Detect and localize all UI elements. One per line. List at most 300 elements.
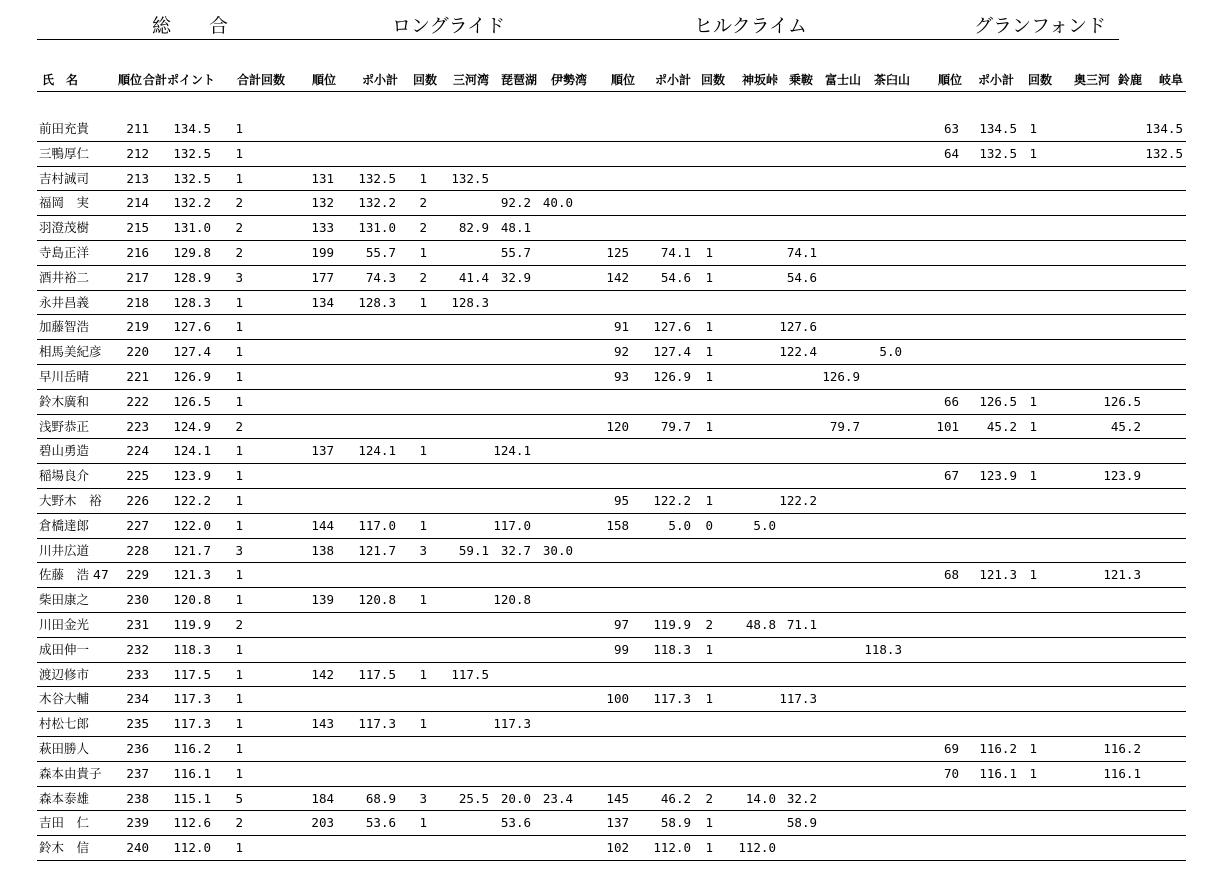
cell-name: 羽澄茂樹	[39, 220, 90, 236]
cell-sogo-total-count: 1	[235, 468, 243, 484]
table-row	[0, 811, 1223, 836]
cell-sogo-total-count: 1	[235, 716, 243, 732]
cell-sogo-total-points: 132.5	[173, 170, 211, 186]
cell-name: 川井広道	[39, 542, 90, 558]
header-sogo-total-count: 合計回数	[236, 73, 285, 87]
cell-sogo-total-count: 2	[235, 815, 243, 831]
cell-gf-subtotal: 126.5	[979, 393, 1017, 409]
cell-sogo-total-points: 117.3	[173, 716, 211, 732]
cell-gf-count: 1	[1029, 393, 1037, 409]
cell-lr-count: 1	[419, 666, 427, 682]
cell-lr-subtotal: 132.5	[358, 170, 396, 186]
cell-sogo-rank: 234	[126, 691, 149, 707]
cell-sogo-total-count: 1	[235, 592, 243, 608]
cell-hc-chausuyama: 5.0	[879, 344, 902, 360]
header-hc-chausuyama: 茶臼山	[873, 73, 910, 87]
cell-gf-rank: 66	[943, 393, 959, 409]
cell-name: 萩田勝人	[39, 741, 90, 756]
cell-sogo-total-points: 116.2	[173, 741, 211, 756]
cell-lr-count: 1	[419, 815, 427, 831]
header-gf-gifu: 岐阜	[1158, 73, 1183, 87]
cell-sogo-rank: 218	[126, 294, 149, 310]
cell-hc-norikura: 32.2	[786, 790, 817, 806]
table-row	[0, 241, 1223, 266]
header-hc-norikura: 乗鞍	[788, 73, 813, 87]
cell-lr-subtotal: 53.6	[365, 815, 396, 831]
cell-sogo-total-count: 3	[235, 269, 243, 285]
cell-sogo-total-points: 121.7	[173, 542, 211, 558]
cell-lr-subtotal: 117.5	[358, 666, 396, 682]
cell-lr-subtotal: 74.3	[365, 269, 396, 285]
table-row	[0, 613, 1223, 638]
table-row	[0, 291, 1223, 316]
cell-gf-count: 1	[1029, 121, 1037, 136]
cell-sogo-total-points: 129.8	[173, 245, 211, 260]
cell-lr-count: 3	[419, 790, 427, 806]
cell-sogo-total-points: 132.2	[173, 195, 211, 211]
table-row	[0, 588, 1223, 613]
header-gf-count: 回数	[1027, 73, 1052, 87]
section-title-hillclimb: ヒルクライム	[694, 15, 808, 37]
cell-sogo-rank: 222	[126, 393, 149, 409]
table-row	[0, 415, 1223, 440]
table-row	[0, 638, 1223, 663]
section-title-longride: ロングライド	[392, 15, 506, 37]
cell-gf-gifu: 132.5	[1145, 145, 1183, 161]
cell-name: 前田充貴	[39, 121, 90, 136]
header-sogo-rank: 順位	[117, 73, 142, 87]
cell-name: 浅野恭正	[39, 418, 90, 434]
table-row	[0, 787, 1223, 812]
cell-name: 永井昌義	[39, 294, 90, 310]
cell-hc-count: 0	[705, 517, 713, 533]
cell-hc-subtotal: 54.6	[660, 269, 691, 285]
header-gf-rank: 順位	[937, 73, 962, 87]
cell-lr-count: 1	[419, 294, 427, 310]
cell-lr-rank: 144	[311, 517, 334, 533]
cell-sogo-rank: 211	[126, 121, 149, 136]
cell-lr-rank: 137	[311, 443, 334, 459]
cell-sogo-total-count: 2	[235, 195, 243, 211]
section-title-granfondo: グランフォンド	[974, 15, 1107, 37]
cell-sogo-total-count: 1	[235, 741, 243, 756]
cell-hc-count: 1	[705, 369, 713, 384]
cell-lr-biwako: 32.9	[500, 269, 531, 285]
cell-lr-subtotal: 55.7	[365, 245, 396, 260]
cell-lr-subtotal: 117.0	[358, 517, 396, 533]
cell-hc-misakatoge: 48.8	[745, 617, 776, 632]
cell-lr-subtotal: 131.0	[358, 220, 396, 236]
cell-sogo-total-count: 1	[235, 666, 243, 682]
header-hc-fujisan: 富士山	[824, 73, 861, 87]
cell-sogo-total-points: 119.9	[173, 617, 211, 632]
cell-sogo-rank: 227	[126, 517, 149, 533]
cell-lr-biwako: 117.3	[493, 716, 531, 732]
cell-name: 成田伸一	[39, 641, 90, 657]
cell-lr-rank: 138	[311, 542, 334, 558]
cell-sogo-rank: 215	[126, 220, 149, 236]
cell-hc-count: 1	[705, 840, 713, 856]
cell-sogo-total-count: 1	[235, 765, 243, 781]
header-lr-isewan: 伊勢湾	[550, 73, 587, 87]
cell-lr-subtotal: 124.1	[358, 443, 396, 459]
cell-hc-chausuyama: 118.3	[864, 641, 902, 657]
row-divider	[37, 860, 1186, 861]
cell-gf-count: 1	[1029, 145, 1037, 161]
cell-sogo-total-count: 2	[235, 418, 243, 434]
cell-gf-subtotal: 121.3	[979, 567, 1017, 583]
cell-sogo-rank: 226	[126, 493, 149, 508]
cell-hc-norikura: 122.2	[779, 493, 817, 508]
cell-name: 倉橋達郎	[39, 517, 90, 533]
header-lr-mikawawan: 三河湾	[452, 73, 489, 87]
header-hc-count: 回数	[700, 73, 725, 87]
table-row	[0, 737, 1223, 762]
cell-lr-mikawawan: 128.3	[451, 294, 489, 310]
cell-lr-subtotal: 120.8	[358, 592, 396, 608]
table-row	[0, 266, 1223, 291]
cell-sogo-total-count: 1	[235, 369, 243, 384]
cell-lr-count: 1	[419, 443, 427, 459]
cell-hc-rank: 97	[613, 617, 629, 632]
cell-name: 三鴨厚仁	[39, 145, 90, 161]
cell-lr-count: 1	[419, 170, 427, 186]
header-hc-misakatoge: 神坂峠	[741, 73, 778, 87]
table-row	[0, 687, 1223, 712]
cell-gf-subtotal: 116.1	[979, 765, 1017, 781]
cell-sogo-total-count: 1	[235, 443, 243, 459]
cell-gf-subtotal: 45.2	[986, 418, 1017, 434]
cell-sogo-total-points: 128.9	[173, 269, 211, 285]
cell-gf-subtotal: 123.9	[979, 468, 1017, 484]
table-row	[0, 142, 1223, 167]
cell-hc-norikura: 122.4	[779, 344, 817, 360]
cell-lr-count: 3	[419, 542, 427, 558]
cell-sogo-total-count: 2	[235, 220, 243, 236]
header-lr-subtotal: ポ小計	[361, 73, 398, 87]
cell-lr-rank: 131	[311, 170, 334, 186]
cell-sogo-total-count: 1	[235, 294, 243, 310]
cell-lr-rank: 199	[311, 245, 334, 260]
cell-lr-biwako: 120.8	[493, 592, 531, 608]
header-gf-subtotal: ポ小計	[977, 73, 1014, 87]
cell-gf-subtotal: 134.5	[979, 121, 1017, 136]
cell-hc-rank: 145	[606, 790, 629, 806]
cell-sogo-total-count: 1	[235, 344, 243, 360]
cell-name: 佐藤 浩 47	[39, 567, 109, 583]
cell-gf-count: 1	[1029, 765, 1037, 781]
cell-hc-subtotal: 127.4	[653, 344, 691, 360]
cell-hc-rank: 142	[606, 269, 629, 285]
cell-sogo-total-points: 116.1	[173, 765, 211, 781]
cell-sogo-total-count: 2	[235, 245, 243, 260]
cell-lr-count: 2	[419, 195, 427, 211]
cell-sogo-total-count: 1	[235, 840, 243, 856]
cell-sogo-rank: 221	[126, 369, 149, 384]
cell-gf-subtotal: 116.2	[979, 741, 1017, 756]
cell-gf-rank: 70	[943, 765, 959, 781]
cell-name: 寺島正洋	[39, 245, 90, 260]
cell-sogo-total-count: 5	[235, 790, 243, 806]
cell-lr-rank: 132	[311, 195, 334, 211]
cell-hc-norikura: 71.1	[786, 617, 817, 632]
cell-name: 森本由貴子	[39, 765, 102, 781]
cell-sogo-total-count: 1	[235, 121, 243, 136]
cell-hc-subtotal: 46.2	[660, 790, 691, 806]
table-row	[0, 191, 1223, 216]
cell-sogo-rank: 217	[126, 269, 149, 285]
cell-sogo-total-points: 127.6	[173, 319, 211, 335]
cell-sogo-rank: 213	[126, 170, 149, 186]
cell-sogo-total-points: 115.1	[173, 790, 211, 806]
cell-lr-subtotal: 117.3	[358, 716, 396, 732]
cell-gf-count: 1	[1029, 468, 1037, 484]
cell-hc-misakatoge: 112.0	[738, 840, 776, 856]
table-row	[0, 762, 1223, 787]
cell-hc-norikura: 127.6	[779, 319, 817, 335]
cell-lr-biwako: 48.1	[500, 220, 531, 236]
cell-sogo-total-count: 1	[235, 691, 243, 707]
cell-hc-rank: 102	[606, 840, 629, 856]
cell-lr-rank: 134	[311, 294, 334, 310]
cell-name: 吉村誠司	[39, 170, 90, 186]
cell-name: 大野木 裕	[39, 493, 102, 508]
cell-name: 川田金光	[39, 617, 90, 632]
table-row	[0, 117, 1223, 142]
cell-sogo-total-points: 124.1	[173, 443, 211, 459]
table-row	[0, 663, 1223, 688]
cell-sogo-total-count: 3	[235, 542, 243, 558]
header-lr-count: 回数	[412, 73, 437, 87]
cell-hc-subtotal: 112.0	[653, 840, 691, 856]
cell-sogo-total-points: 118.3	[173, 641, 211, 657]
cell-hc-count: 1	[705, 641, 713, 657]
cell-lr-count: 1	[419, 245, 427, 260]
cell-hc-misakatoge: 5.0	[753, 517, 776, 533]
cell-sogo-total-count: 1	[235, 493, 243, 508]
cell-sogo-total-points: 112.6	[173, 815, 211, 831]
cell-sogo-total-count: 1	[235, 145, 243, 161]
cell-sogo-rank: 220	[126, 344, 149, 360]
cell-sogo-rank: 239	[126, 815, 149, 831]
cell-hc-norikura: 58.9	[786, 815, 817, 831]
cell-lr-rank: 139	[311, 592, 334, 608]
cell-sogo-total-count: 1	[235, 517, 243, 533]
cell-sogo-total-points: 120.8	[173, 592, 211, 608]
table-row	[0, 464, 1223, 489]
cell-name: 福岡 実	[39, 195, 90, 211]
cell-gf-count: 1	[1029, 567, 1037, 583]
cell-hc-count: 1	[705, 691, 713, 707]
cell-hc-rank: 158	[606, 517, 629, 533]
table-row	[0, 315, 1223, 340]
cell-name: 鈴木 信	[39, 840, 90, 856]
cell-sogo-total-points: 126.9	[173, 369, 211, 384]
cell-lr-rank: 133	[311, 220, 334, 236]
cell-sogo-total-count: 1	[235, 319, 243, 335]
cell-sogo-total-points: 132.5	[173, 145, 211, 161]
cell-sogo-total-points: 128.3	[173, 294, 211, 310]
cell-sogo-rank: 212	[126, 145, 149, 161]
cell-hc-count: 1	[705, 245, 713, 260]
cell-hc-subtotal: 117.3	[653, 691, 691, 707]
cell-lr-biwako: 55.7	[500, 245, 531, 260]
cell-sogo-rank: 216	[126, 245, 149, 260]
cell-hc-subtotal: 119.9	[653, 617, 691, 632]
table-row	[0, 365, 1223, 390]
cell-hc-subtotal: 126.9	[653, 369, 691, 384]
cell-sogo-total-points: 121.3	[173, 567, 211, 583]
cell-sogo-total-count: 1	[235, 393, 243, 409]
title-rule	[37, 39, 1119, 40]
cell-lr-mikawawan: 41.4	[458, 269, 489, 285]
cell-lr-mikawawan: 82.9	[458, 220, 489, 236]
cell-sogo-rank: 223	[126, 418, 149, 434]
header-lr-biwako: 琵琶湖	[500, 73, 537, 87]
header-gf-okumikawa: 奥三河	[1073, 73, 1110, 87]
cell-hc-norikura: 117.3	[779, 691, 817, 707]
cell-hc-count: 1	[705, 344, 713, 360]
cell-sogo-total-points: 112.0	[173, 840, 211, 856]
cell-name: 早川岳晴	[39, 369, 90, 384]
cell-lr-biwako: 20.0	[500, 790, 531, 806]
cell-lr-subtotal: 121.7	[358, 542, 396, 558]
cell-hc-rank: 125	[606, 245, 629, 260]
cell-hc-rank: 91	[613, 319, 629, 335]
header-name: 氏 名	[42, 73, 79, 87]
section-title-sogo: 総 合	[152, 15, 229, 37]
cell-hc-count: 2	[705, 617, 713, 632]
cell-hc-subtotal: 5.0	[668, 517, 691, 533]
cell-lr-biwako: 53.6	[500, 815, 531, 831]
cell-sogo-total-points: 124.9	[173, 418, 211, 434]
cell-name: 稲場良介	[39, 468, 90, 484]
cell-hc-rank: 120	[606, 418, 629, 434]
cell-name: 酒井裕二	[39, 269, 90, 285]
cell-lr-rank: 143	[311, 716, 334, 732]
cell-gf-count: 1	[1029, 741, 1037, 756]
table-row	[0, 489, 1223, 514]
cell-sogo-rank: 232	[126, 641, 149, 657]
table-row	[0, 390, 1223, 415]
header-rule	[37, 91, 1186, 92]
cell-sogo-total-count: 1	[235, 567, 243, 583]
cell-hc-rank: 93	[613, 369, 629, 384]
cell-sogo-rank: 236	[126, 741, 149, 756]
cell-name: 吉田 仁	[39, 815, 90, 831]
cell-sogo-rank: 233	[126, 666, 149, 682]
table-row	[0, 563, 1223, 588]
cell-sogo-rank: 214	[126, 195, 149, 211]
cell-lr-subtotal: 128.3	[358, 294, 396, 310]
cell-lr-rank: 142	[311, 666, 334, 682]
cell-hc-subtotal: 127.6	[653, 319, 691, 335]
cell-lr-rank: 203	[311, 815, 334, 831]
cell-hc-subtotal: 58.9	[660, 815, 691, 831]
cell-lr-rank: 177	[311, 269, 334, 285]
cell-gf-suzuka: 116.1	[1103, 765, 1141, 781]
cell-lr-biwako: 124.1	[493, 443, 531, 459]
cell-name: 村松七郎	[39, 716, 90, 732]
cell-lr-subtotal: 132.2	[358, 195, 396, 211]
cell-lr-rank: 184	[311, 790, 334, 806]
cell-hc-rank: 95	[613, 493, 629, 508]
cell-hc-count: 1	[705, 815, 713, 831]
cell-lr-biwako: 92.2	[500, 195, 531, 211]
cell-sogo-rank: 228	[126, 542, 149, 558]
table-row	[0, 836, 1223, 861]
cell-lr-count: 2	[419, 269, 427, 285]
cell-hc-rank: 137	[606, 815, 629, 831]
cell-gf-suzuka: 123.9	[1103, 468, 1141, 484]
cell-sogo-total-points: 117.3	[173, 691, 211, 707]
cell-lr-mikawawan: 25.5	[458, 790, 489, 806]
cell-gf-count: 1	[1029, 418, 1037, 434]
cell-gf-gifu: 134.5	[1145, 121, 1183, 136]
cell-gf-rank: 69	[943, 741, 959, 756]
cell-sogo-total-count: 2	[235, 617, 243, 632]
cell-sogo-rank: 230	[126, 592, 149, 608]
cell-hc-count: 1	[705, 269, 713, 285]
cell-hc-count: 2	[705, 790, 713, 806]
cell-sogo-rank: 224	[126, 443, 149, 459]
cell-name: 鈴木廣和	[39, 393, 90, 409]
cell-gf-suzuka: 121.3	[1103, 567, 1141, 583]
cell-lr-isewan: 30.0	[542, 542, 573, 558]
cell-sogo-rank: 237	[126, 765, 149, 781]
cell-gf-subtotal: 132.5	[979, 145, 1017, 161]
cell-sogo-total-count: 1	[235, 170, 243, 186]
cell-lr-biwako: 117.0	[493, 517, 531, 533]
cell-lr-biwako: 32.7	[500, 542, 531, 558]
cell-lr-count: 2	[419, 220, 427, 236]
cell-hc-norikura: 74.1	[786, 245, 817, 260]
cell-hc-fujisan: 126.9	[822, 369, 860, 384]
cell-sogo-rank: 229	[126, 567, 149, 583]
cell-hc-count: 1	[705, 493, 713, 508]
cell-name: 相馬美紀彦	[39, 344, 102, 360]
cell-sogo-total-points: 127.4	[173, 344, 211, 360]
cell-name: 木谷大輔	[39, 691, 90, 707]
cell-name: 加藤智浩	[39, 319, 90, 335]
cell-hc-fujisan: 79.7	[829, 418, 860, 434]
cell-lr-count: 1	[419, 716, 427, 732]
cell-sogo-total-points: 122.2	[173, 493, 211, 508]
cell-sogo-total-points: 131.0	[173, 220, 211, 236]
table-row	[0, 514, 1223, 539]
cell-sogo-rank: 240	[126, 840, 149, 856]
cell-sogo-rank: 238	[126, 790, 149, 806]
header-gf-suzuka: 鈴鹿	[1117, 73, 1142, 87]
header-lr-rank: 順位	[311, 73, 336, 87]
cell-name: 柴田康之	[39, 592, 90, 608]
cell-hc-rank: 99	[613, 641, 629, 657]
cell-lr-isewan: 23.4	[542, 790, 573, 806]
cell-hc-subtotal: 79.7	[660, 418, 691, 434]
cell-gf-rank: 101	[936, 418, 959, 434]
table-row	[0, 539, 1223, 564]
cell-lr-isewan: 40.0	[542, 195, 573, 211]
cell-gf-suzuka: 126.5	[1103, 393, 1141, 409]
cell-hc-subtotal: 74.1	[660, 245, 691, 260]
cell-gf-suzuka: 116.2	[1103, 741, 1141, 756]
cell-hc-subtotal: 118.3	[653, 641, 691, 657]
cell-lr-count: 1	[419, 592, 427, 608]
header-hc-rank: 順位	[610, 73, 635, 87]
cell-gf-rank: 63	[943, 121, 959, 136]
cell-hc-count: 1	[705, 418, 713, 434]
cell-name: 渡辺修市	[39, 666, 90, 682]
